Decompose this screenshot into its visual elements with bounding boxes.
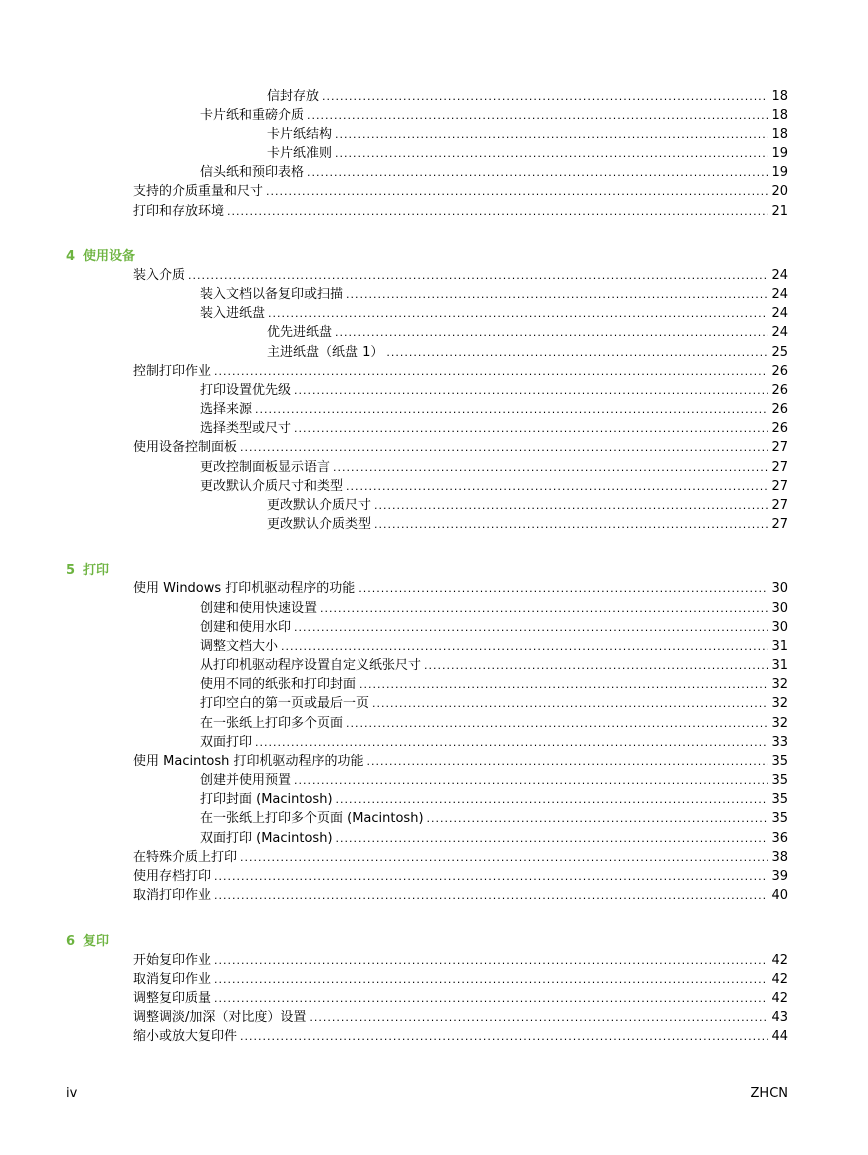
toc-entry-title: 打印和存放环境 xyxy=(133,204,225,219)
toc-entry-title: 缩小或放大复印件 xyxy=(133,1029,238,1044)
toc-entry-page: 19 xyxy=(771,165,788,180)
toc-entry-page: 39 xyxy=(771,869,788,884)
toc-entry-page: 33 xyxy=(771,735,788,750)
dot-leader xyxy=(294,419,768,438)
toc-entry[interactable] xyxy=(133,182,788,201)
chapter-number: 4 xyxy=(66,249,76,264)
dot-leader xyxy=(307,106,768,125)
dot-leader xyxy=(367,752,769,771)
toc-entry-page: 24 xyxy=(771,268,788,283)
toc-entry[interactable] xyxy=(133,848,788,867)
dot-leader xyxy=(255,400,768,419)
toc-entry-title: 调整文档大小 xyxy=(200,639,279,654)
dot-leader xyxy=(386,343,768,362)
toc-entry-page: 26 xyxy=(771,383,788,398)
toc-entry[interactable] xyxy=(267,144,788,163)
toc-entry[interactable] xyxy=(267,323,788,342)
toc-entry-page: 32 xyxy=(771,677,788,692)
dot-leader xyxy=(294,381,768,400)
toc-entry-title: 在一张纸上打印多个页面 xyxy=(200,716,344,731)
toc-entry-title: 取消打印作业 xyxy=(133,888,212,903)
toc-entry-page: 44 xyxy=(771,1029,788,1044)
toc-entry[interactable] xyxy=(200,381,788,400)
toc-entry-title: 信封存放 xyxy=(267,89,320,104)
dot-leader xyxy=(281,637,768,656)
dot-leader xyxy=(240,848,768,867)
toc-entry[interactable] xyxy=(133,362,788,381)
toc-entry-page: 18 xyxy=(771,127,788,142)
toc-entry-page: 24 xyxy=(771,306,788,321)
toc-entry-title: 使用存档打印 xyxy=(133,869,212,884)
dot-leader xyxy=(424,656,768,675)
dot-leader xyxy=(335,323,768,342)
toc-entry-page: 35 xyxy=(771,811,788,826)
toc-entry-title: 更改默认介质类型 xyxy=(267,517,372,532)
toc-entry-page: 30 xyxy=(771,581,788,596)
toc-entry[interactable] xyxy=(133,867,788,886)
chapter-number: 5 xyxy=(66,563,76,578)
toc-entry-page: 27 xyxy=(771,517,788,532)
toc-entry-title: 装入介质 xyxy=(133,268,186,283)
toc-entry-title: 使用设备控制面板 xyxy=(133,440,238,455)
toc-entry-page: 35 xyxy=(771,773,788,788)
toc-entry-page: 30 xyxy=(771,620,788,635)
footer-page-number: iv xyxy=(66,1086,78,1101)
dot-leader xyxy=(374,515,768,534)
toc-entry[interactable] xyxy=(200,304,788,323)
toc-entry[interactable] xyxy=(200,675,788,694)
toc-entry[interactable] xyxy=(133,438,788,457)
toc-entry-title: 在特殊介质上打印 xyxy=(133,850,238,865)
toc-entry-page: 21 xyxy=(771,204,788,219)
toc-entry-title: 选择类型或尺寸 xyxy=(200,421,292,436)
toc-entry-title: 主进纸盘（纸盘 1） xyxy=(267,345,384,360)
toc-entry-page: 18 xyxy=(771,89,788,104)
toc-entry-page: 26 xyxy=(771,364,788,379)
dot-leader xyxy=(294,618,768,637)
toc-entry[interactable] xyxy=(133,266,788,285)
dot-leader xyxy=(322,87,768,106)
chapter-heading[interactable] xyxy=(66,561,109,580)
dot-leader xyxy=(240,438,768,457)
toc-entry[interactable] xyxy=(200,618,788,637)
toc-entry-title: 优先进纸盘 xyxy=(267,325,333,340)
dot-leader xyxy=(214,886,768,905)
toc-entry-title: 卡片纸准则 xyxy=(267,146,333,161)
chapter-heading[interactable] xyxy=(66,932,109,951)
toc-entry-title: 创建和使用快速设置 xyxy=(200,601,318,616)
toc-entry-page: 38 xyxy=(771,850,788,865)
toc-entry[interactable] xyxy=(267,496,788,515)
dot-leader xyxy=(336,829,769,848)
toc-entry[interactable] xyxy=(200,458,788,477)
toc-entry[interactable] xyxy=(200,694,788,713)
toc-entry[interactable] xyxy=(133,752,788,771)
chapter-number: 6 xyxy=(66,934,76,949)
toc-entry-page: 27 xyxy=(771,479,788,494)
toc-entry-page: 35 xyxy=(771,754,788,769)
dot-leader xyxy=(372,694,768,713)
dot-leader xyxy=(227,202,768,221)
toc-entry[interactable] xyxy=(133,202,788,221)
toc-entry-page: 27 xyxy=(771,440,788,455)
toc-entry-page: 18 xyxy=(771,108,788,123)
toc-entry-page: 20 xyxy=(771,184,788,199)
dot-leader xyxy=(266,182,768,201)
toc-entry[interactable] xyxy=(133,1027,788,1046)
dot-leader xyxy=(346,714,768,733)
toc-entry[interactable] xyxy=(200,419,788,438)
dot-leader xyxy=(188,266,768,285)
toc-entry-title: 更改默认介质尺寸和类型 xyxy=(200,479,344,494)
toc-entry-title: 创建和使用水印 xyxy=(200,620,292,635)
toc-entry-page: 30 xyxy=(771,601,788,616)
toc-entry-page: 27 xyxy=(771,498,788,513)
toc-entry[interactable] xyxy=(133,951,788,970)
toc-entry[interactable] xyxy=(200,714,788,733)
dot-leader xyxy=(346,477,768,496)
toc-entry-page: 42 xyxy=(771,953,788,968)
toc-entry-page: 31 xyxy=(771,639,788,654)
toc-entry[interactable] xyxy=(133,989,788,1008)
chapter-title: 复印 xyxy=(83,934,110,949)
dot-leader xyxy=(240,1027,768,1046)
toc-entry-page: 43 xyxy=(771,1010,788,1025)
toc-entry[interactable] xyxy=(267,515,788,534)
dot-leader xyxy=(214,867,768,886)
toc-entry[interactable] xyxy=(133,1008,788,1027)
toc-entry-title: 装入文档以备复印或扫描 xyxy=(200,287,344,302)
toc-entry[interactable] xyxy=(200,809,788,828)
toc-entry-title: 使用 Macintosh 打印机驱动程序的功能 xyxy=(133,754,364,769)
dot-leader xyxy=(335,125,768,144)
dot-leader xyxy=(255,733,768,752)
toc-entry[interactable] xyxy=(200,477,788,496)
toc-entry[interactable] xyxy=(133,970,788,989)
toc-entry-title: 使用 Windows 打印机驱动程序的功能 xyxy=(133,581,356,596)
toc-entry-title: 卡片纸结构 xyxy=(267,127,333,142)
toc-entry[interactable] xyxy=(200,790,788,809)
toc-entry[interactable] xyxy=(267,343,788,362)
toc-entry-title: 创建并使用预置 xyxy=(200,773,292,788)
toc-entry[interactable] xyxy=(200,163,788,182)
toc-entry-title: 支持的介质重量和尺寸 xyxy=(133,184,264,199)
toc-entry-page: 40 xyxy=(771,888,788,903)
dot-leader xyxy=(336,790,769,809)
chapter-title: 使用设备 xyxy=(83,249,136,264)
dot-leader xyxy=(214,970,768,989)
toc-entry-page: 26 xyxy=(771,421,788,436)
toc-entry-page: 24 xyxy=(771,325,788,340)
toc-entry[interactable] xyxy=(267,87,788,106)
toc-entry[interactable] xyxy=(200,656,788,675)
toc-entry-page: 32 xyxy=(771,716,788,731)
chapter-title: 打印 xyxy=(83,563,110,578)
toc-entry-title: 控制打印作业 xyxy=(133,364,212,379)
dot-leader xyxy=(374,496,768,515)
dot-leader xyxy=(309,1008,768,1027)
dot-leader xyxy=(358,579,768,598)
toc-entry-page: 24 xyxy=(771,287,788,302)
toc-entry-page: 35 xyxy=(771,792,788,807)
toc-entry-page: 42 xyxy=(771,991,788,1006)
toc-entry-page: 19 xyxy=(771,146,788,161)
toc-entry[interactable] xyxy=(200,733,788,752)
toc-entry-title: 取消复印作业 xyxy=(133,972,212,987)
toc-entry[interactable] xyxy=(200,829,788,848)
dot-leader xyxy=(294,771,768,790)
dot-leader xyxy=(214,362,768,381)
toc-entry[interactable] xyxy=(267,125,788,144)
toc-entry-title: 打印空白的第一页或最后一页 xyxy=(200,696,370,711)
dot-leader xyxy=(214,989,768,1008)
dot-leader xyxy=(335,144,768,163)
dot-leader xyxy=(268,304,768,323)
toc-entry[interactable] xyxy=(200,400,788,419)
toc-entry-title: 双面打印 (Macintosh) xyxy=(200,831,333,846)
chapter-heading[interactable] xyxy=(66,247,135,266)
toc-entry-title: 打印封面 (Macintosh) xyxy=(200,792,333,807)
toc-entry-title: 调整复印质量 xyxy=(133,991,212,1006)
toc-entry-title: 卡片纸和重磅介质 xyxy=(200,108,305,123)
toc-entry-title: 信头纸和预印表格 xyxy=(200,165,305,180)
dot-leader xyxy=(320,599,768,618)
toc-entry-title: 打印设置优先级 xyxy=(200,383,292,398)
dot-leader xyxy=(346,285,768,304)
toc-entry[interactable] xyxy=(200,106,788,125)
toc-entry-title: 更改默认介质尺寸 xyxy=(267,498,372,513)
toc-entry[interactable] xyxy=(200,637,788,656)
toc-entry-page: 25 xyxy=(771,345,788,360)
dot-leader xyxy=(214,951,768,970)
dot-leader xyxy=(359,675,768,694)
toc-entry-page: 42 xyxy=(771,972,788,987)
toc-entry[interactable] xyxy=(200,599,788,618)
toc-entry-title: 装入进纸盘 xyxy=(200,306,266,321)
toc-entry-title: 双面打印 xyxy=(200,735,253,750)
toc-entry-page: 27 xyxy=(771,460,788,475)
toc-entry-title: 更改控制面板显示语言 xyxy=(200,460,331,475)
dot-leader xyxy=(307,163,768,182)
toc-entry[interactable] xyxy=(133,579,788,598)
toc-entry-page: 31 xyxy=(771,658,788,673)
toc-entry-page: 36 xyxy=(771,831,788,846)
toc-entry-title: 从打印机驱动程序设置自定义纸张尺寸 xyxy=(200,658,422,673)
toc-entry-page: 26 xyxy=(771,402,788,417)
toc-entry-title: 选择来源 xyxy=(200,402,253,417)
toc-entry-title: 在一张纸上打印多个页面 (Macintosh) xyxy=(200,811,424,826)
toc-entry-title: 使用不同的纸张和打印封面 xyxy=(200,677,357,692)
toc-entry[interactable] xyxy=(200,771,788,790)
footer-locale: ZHCN xyxy=(750,1086,788,1101)
toc-entry[interactable] xyxy=(200,285,788,304)
toc-entry[interactable] xyxy=(133,886,788,905)
toc-entry-title: 开始复印作业 xyxy=(133,953,212,968)
toc-entry-page: 32 xyxy=(771,696,788,711)
toc-entry-title: 调整调淡/加深（对比度）设置 xyxy=(133,1010,307,1025)
dot-leader xyxy=(333,458,768,477)
dot-leader xyxy=(427,809,769,828)
